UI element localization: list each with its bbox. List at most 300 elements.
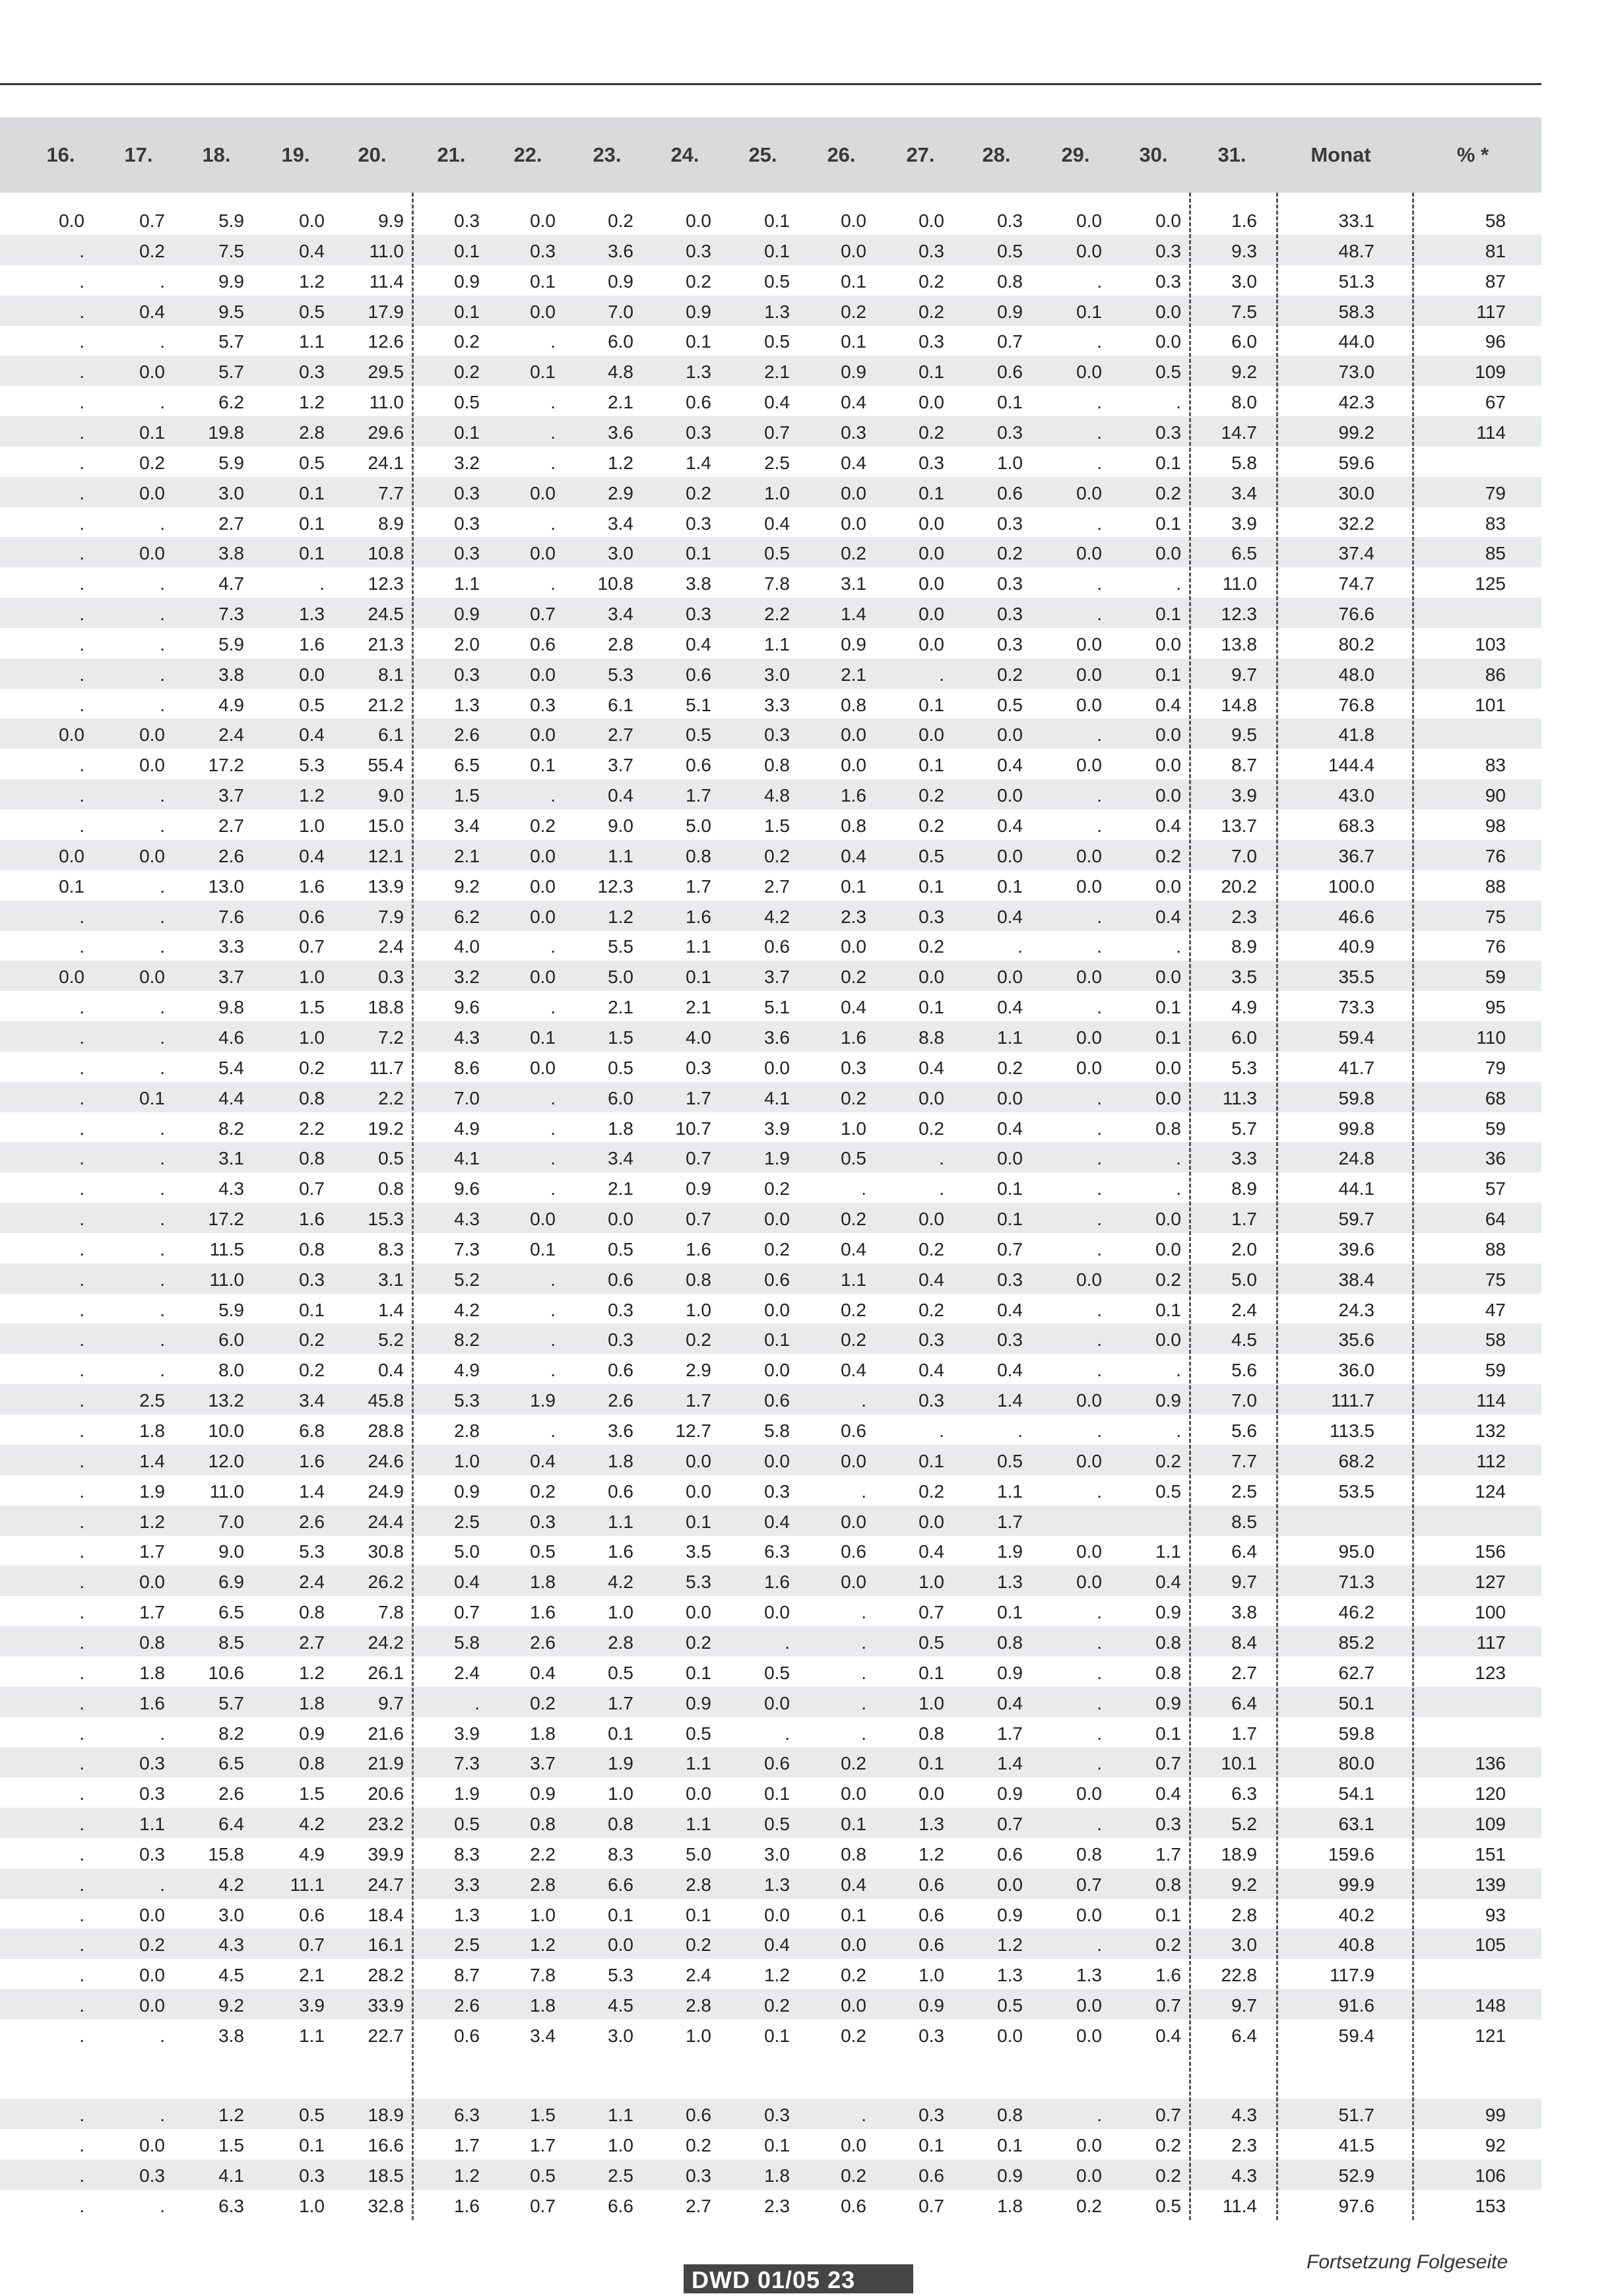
table-cell: 3.0 — [1231, 1934, 1257, 1956]
table-cell: 9.2 — [218, 1995, 244, 2016]
table-cell: 0.1 — [919, 876, 944, 897]
table-cell: 18.9 — [368, 2105, 404, 2125]
table-cell: 0.2 — [841, 2165, 866, 2186]
table-cell: 1.8 — [608, 1450, 633, 1471]
table-cell: . — [79, 604, 84, 625]
table-cell: 0.1 — [139, 1087, 165, 1108]
column-header: 21. — [437, 143, 466, 166]
table-cell: 12.7 — [675, 1420, 711, 1441]
page-number: 23 — [827, 2266, 856, 2293]
table-cell: 5.2 — [378, 1329, 404, 1351]
table-cell: 0.2 — [1155, 845, 1181, 866]
table-cell: . — [79, 815, 84, 836]
table-cell: 0.0 — [841, 724, 866, 746]
table-cell: 9.5 — [218, 301, 244, 322]
table-cell: 0.0 — [1155, 543, 1181, 564]
table-cell: 2.4 — [218, 724, 244, 746]
table-cell: 1.7 — [1155, 1843, 1181, 1865]
table-cell: 1.0 — [919, 1965, 944, 1986]
table-cell: . — [1097, 604, 1102, 625]
table-cell: 0.0 — [764, 1602, 790, 1623]
table-cell: 29.6 — [368, 422, 404, 443]
table-cell: . — [550, 785, 556, 806]
column-header: 17. — [124, 143, 153, 166]
table-cell: 1.1 — [139, 1814, 165, 1835]
table-row — [0, 2159, 1541, 2190]
table-cell: 0.1 — [299, 2135, 325, 2155]
table-cell: 13.7 — [1221, 815, 1257, 836]
table-cell: 6.4 — [1231, 1541, 1257, 1562]
table-cell: 2.8 — [530, 1874, 556, 1895]
table-cell: 0.9 — [530, 1783, 556, 1804]
table-cell: 7.8 — [530, 1965, 556, 1986]
table-cell: 0.1 — [299, 513, 325, 534]
table-cell: 136 — [1475, 1753, 1506, 1774]
table-cell: 0.3 — [686, 240, 711, 261]
table-cell: 0.0 — [139, 845, 165, 866]
table-cell: 0.6 — [919, 1904, 944, 1925]
table-cell: 8.7 — [1231, 755, 1257, 776]
table-cell: 1.2 — [454, 2165, 480, 2186]
table-cell: . — [160, 1329, 165, 1351]
table-cell: 0.0 — [764, 1904, 790, 1925]
table-cell: 113.5 — [1330, 1420, 1374, 1441]
table-cell: . — [79, 1965, 84, 1986]
table-cell: 2.6 — [299, 1511, 325, 1532]
table-cell: 111.7 — [1331, 1390, 1374, 1411]
table-cell: 45.8 — [368, 1390, 404, 1411]
table-cell: 7.3 — [218, 604, 244, 625]
table-cell: 6.5 — [1231, 543, 1257, 564]
table-cell: 73.0 — [1338, 362, 1374, 383]
table-cell: . — [1017, 1420, 1023, 1441]
table-cell: 0.6 — [454, 2025, 480, 2046]
table-cell: . — [160, 1209, 165, 1230]
table-cell: 0.7 — [299, 1178, 325, 1199]
table-cell: 6.3 — [764, 1541, 790, 1562]
table-cell: 9.0 — [218, 1541, 244, 1562]
table-cell: 8.9 — [378, 513, 404, 534]
table-cell: 3.8 — [218, 2025, 244, 2046]
table-cell: 3.6 — [608, 1420, 633, 1441]
table-cell: 0.0 — [686, 1602, 711, 1623]
table-cell: 1.6 — [764, 1572, 790, 1593]
table-cell: 1.0 — [299, 1027, 325, 1048]
table-cell: . — [1097, 392, 1102, 413]
table-cell: . — [1176, 1360, 1181, 1381]
table-row — [0, 416, 1541, 447]
table-cell: 0.7 — [686, 1148, 711, 1169]
table-cell: 1.2 — [218, 2105, 244, 2125]
table-cell: 1.0 — [299, 967, 325, 988]
column-header: 20. — [358, 143, 387, 166]
table-row — [0, 749, 1541, 779]
table-cell: 7.7 — [378, 482, 404, 503]
table-cell: . — [1097, 513, 1102, 534]
table-cell: . — [160, 1148, 165, 1169]
table-cell: 0.0 — [1076, 1450, 1102, 1471]
table-cell: 0.6 — [608, 1269, 633, 1290]
table-cell: 0.4 — [1155, 815, 1181, 836]
table-cell: 3.2 — [454, 452, 480, 473]
table-cell: 7.3 — [454, 1753, 480, 1774]
table-cell: 0.8 — [919, 1723, 944, 1744]
table-row — [0, 2190, 1541, 2220]
table-cell: 0.0 — [686, 1783, 711, 1804]
table-cell: 2.7 — [218, 815, 244, 836]
table-cell: 0.6 — [841, 2196, 866, 2216]
table-cell: 0.5 — [299, 694, 325, 715]
table-cell: 0.2 — [454, 331, 480, 352]
table-cell: 0.3 — [919, 906, 944, 927]
table-cell: 0.2 — [841, 1753, 866, 1774]
table-row — [0, 1929, 1541, 1959]
table-cell: 4.9 — [218, 694, 244, 715]
table-cell: . — [160, 1238, 165, 1260]
table-cell: 112 — [1476, 1450, 1506, 1471]
table-row — [0, 325, 1541, 356]
table-cell: 0.0 — [1076, 664, 1102, 685]
table-cell: 0.2 — [919, 1118, 944, 1139]
table-cell: 58.3 — [1338, 301, 1374, 322]
table-cell: 0.5 — [608, 1057, 633, 1078]
table-cell: 10.7 — [675, 1118, 711, 1139]
table-cell: 0.8 — [530, 1814, 556, 1835]
table-cell: 3.0 — [764, 1843, 790, 1865]
table-cell: 0.0 — [997, 724, 1023, 746]
table-cell: 4.9 — [454, 1360, 480, 1381]
table-cell: 6.3 — [218, 2196, 244, 2216]
table-cell: 0.0 — [764, 1209, 790, 1230]
table-cell: 2.6 — [608, 1390, 633, 1411]
table-cell: 2.2 — [299, 1118, 325, 1139]
table-cell: 0.8 — [299, 1238, 325, 1260]
table-cell: 0.4 — [997, 1118, 1023, 1139]
table-cell: . — [79, 482, 84, 503]
table-cell: 0.0 — [139, 362, 165, 383]
table-cell: . — [1097, 1814, 1102, 1835]
table-cell: 0.0 — [1076, 1390, 1102, 1411]
table-cell: 73.3 — [1338, 997, 1374, 1018]
table-cell: 2.9 — [686, 1360, 711, 1381]
table-cell: 0.0 — [1155, 1329, 1181, 1351]
table-cell: 0.0 — [139, 543, 165, 564]
table-cell: 5.9 — [218, 1299, 244, 1320]
table-cell: . — [79, 1148, 84, 1169]
table-cell: 0.1 — [454, 240, 480, 261]
table-cell: 54.1 — [1338, 1783, 1374, 1804]
table-cell: 0.0 — [299, 664, 325, 685]
table-cell: . — [1097, 1632, 1102, 1653]
table-cell: 0.9 — [1155, 1602, 1181, 1623]
table-cell: . — [79, 1420, 84, 1441]
table-cell: . — [1097, 936, 1102, 957]
table-row — [0, 628, 1541, 658]
table-cell: 0.4 — [764, 1934, 790, 1956]
table-cell: 0.3 — [764, 2105, 790, 2125]
table-cell: 21.9 — [368, 1753, 404, 1774]
table-cell: 0.4 — [919, 1269, 944, 1290]
table-cell: 2.5 — [764, 452, 790, 473]
table-cell: 4.4 — [218, 1087, 244, 1108]
table-cell: 2.8 — [608, 633, 633, 654]
table-cell: 36 — [1485, 1148, 1506, 1169]
table-cell: 22.8 — [1221, 1965, 1257, 1986]
table-cell: 1.4 — [686, 452, 711, 473]
table-cell: . — [861, 1662, 866, 1683]
table-cell: . — [79, 513, 84, 534]
table-cell: 2.7 — [1231, 1662, 1257, 1683]
table-cell: 0.3 — [454, 543, 480, 564]
table-cell: 0.2 — [841, 301, 866, 322]
table-cell: . — [1097, 1329, 1102, 1351]
table-cell: 1.7 — [686, 876, 711, 897]
table-cell: 1.0 — [686, 2025, 711, 2046]
table-cell: 2.8 — [608, 1632, 633, 1653]
table-cell: 7.8 — [378, 1602, 404, 1623]
table-cell: 8.7 — [454, 1965, 480, 1986]
table-cell: . — [1097, 1602, 1102, 1623]
table-cell: 11.3 — [1222, 1087, 1257, 1108]
table-cell: 62.7 — [1338, 1662, 1374, 1683]
table-cell: 10.1 — [1221, 1753, 1257, 1774]
table-cell: 0.6 — [764, 1390, 790, 1411]
table-cell: . — [79, 936, 84, 957]
table-cell: 24.7 — [368, 1874, 404, 1895]
table-cell: 9.6 — [454, 997, 480, 1018]
table-cell: 0.9 — [997, 1783, 1023, 1804]
table-cell: . — [160, 1057, 165, 1078]
table-cell: 0.5 — [686, 1723, 711, 1744]
table-cell: 0.5 — [299, 2105, 325, 2125]
column-header: 27. — [906, 143, 935, 166]
table-cell: 3.0 — [608, 2025, 633, 2046]
table-cell: 0.3 — [1155, 422, 1181, 443]
table-cell: 10.8 — [368, 543, 404, 564]
table-cell: 0.3 — [530, 694, 556, 715]
column-header: 28. — [982, 143, 1011, 166]
table-cell: 5.8 — [764, 1420, 790, 1441]
table-cell: 0.0 — [764, 1299, 790, 1320]
table-cell: 2.1 — [841, 664, 866, 685]
table-cell: . — [550, 573, 556, 594]
table-cell: 0.5 — [997, 1450, 1023, 1471]
table-cell: 0.9 — [997, 301, 1023, 322]
table-cell: 0.9 — [997, 1904, 1023, 1925]
table-cell: 2.5 — [139, 1390, 165, 1411]
table-cell: 0.0 — [59, 724, 84, 746]
table-cell: 0.5 — [1155, 2196, 1181, 2216]
table-cell: 0.0 — [1155, 876, 1181, 897]
table-cell: . — [1097, 452, 1102, 473]
table-cell: 0.5 — [299, 452, 325, 473]
table-cell: 0.3 — [1155, 271, 1181, 292]
table-cell: 0.3 — [686, 2165, 711, 2186]
table-cell: 0.2 — [608, 210, 633, 231]
table-cell: 36.0 — [1338, 1360, 1374, 1381]
table-cell: 1.1 — [686, 1753, 711, 1774]
table-cell: 28.8 — [368, 1420, 404, 1441]
table-cell: 0.1 — [1155, 664, 1181, 685]
table-cell: 114 — [1476, 422, 1506, 443]
table-cell: 5.0 — [608, 967, 633, 988]
table-cell: 0.5 — [378, 1148, 404, 1169]
table-cell: 0.1 — [530, 755, 556, 776]
table-cell: 148 — [1475, 1995, 1506, 2016]
table-cell: 0.2 — [764, 1995, 790, 2016]
table-cell: 0.0 — [139, 1995, 165, 2016]
table-cell: . — [79, 1450, 84, 1471]
table-cell: 0.6 — [686, 2105, 711, 2125]
table-cell: 0.7 — [1155, 2105, 1181, 2125]
table-cell: . — [550, 392, 556, 413]
table-cell: 5.3 — [686, 1572, 711, 1593]
table-cell: 0.1 — [919, 362, 944, 383]
table-cell: 11.0 — [209, 1269, 244, 1290]
table-cell: 0.5 — [454, 392, 480, 413]
table-cell: . — [79, 1087, 84, 1108]
table-cell: 2.3 — [764, 2196, 790, 2216]
table-cell: 0.0 — [1076, 482, 1102, 503]
table-cell: 0.2 — [919, 1481, 944, 1502]
table-cell: . — [550, 1299, 556, 1320]
table-cell: 0.1 — [764, 1329, 790, 1351]
table-cell — [1433, 1687, 1506, 1717]
table-cell: 0.0 — [997, 845, 1023, 866]
table-cell: 0.9 — [997, 2165, 1023, 2186]
table-cell: 59 — [1485, 967, 1506, 988]
table-cell: 0.6 — [764, 1269, 790, 1290]
table-cell: 0.8 — [841, 1843, 866, 1865]
table-cell: 11.4 — [369, 271, 404, 292]
table-cell: 0.9 — [1155, 1692, 1181, 1713]
table-cell: . — [79, 1299, 84, 1320]
table-cell: 4.3 — [454, 1027, 480, 1048]
table-cell: 0.0 — [841, 936, 866, 957]
table-cell: 1.0 — [454, 1450, 480, 1471]
table-cell: . — [1097, 1360, 1102, 1381]
table-cell: 1.1 — [1155, 1541, 1181, 1562]
table-cell: 20.2 — [1221, 876, 1257, 897]
table-cell: 0.1 — [530, 271, 556, 292]
table-cell: 2.1 — [454, 845, 480, 866]
table-cell — [1433, 1959, 1506, 1989]
table-cell: 1.6 — [1155, 1965, 1181, 1986]
table-cell: 0.0 — [1076, 2135, 1102, 2155]
table-cell: 0.7 — [1076, 1874, 1102, 1895]
table-cell: 0.7 — [530, 604, 556, 625]
table-cell: 1.3 — [686, 362, 711, 383]
table-cell: 0.2 — [764, 845, 790, 866]
table-cell: 71.3 — [1338, 1572, 1374, 1593]
table-cell: 0.4 — [841, 1874, 866, 1895]
table-cell: 3.9 — [454, 1723, 480, 1744]
table-cell: 1.2 — [299, 271, 325, 292]
table-cell: 59.8 — [1338, 1087, 1374, 1108]
table-cell: 68.2 — [1338, 1450, 1374, 1471]
table-cell: 5.0 — [1231, 1269, 1257, 1290]
table-cell: 0.0 — [530, 845, 556, 866]
table-cell: . — [79, 1057, 84, 1078]
table-cell: 0.5 — [1155, 1481, 1181, 1502]
table-cell: 5.3 — [454, 1390, 480, 1411]
table-cell: 0.2 — [1155, 2135, 1181, 2155]
table-cell: 0.4 — [919, 1541, 944, 1562]
table-cell: 0.3 — [139, 2165, 165, 2186]
table-cell: 2.4 — [378, 936, 404, 957]
table-cell: 1.3 — [454, 1904, 480, 1925]
table-cell: 3.9 — [764, 1118, 790, 1139]
table-cell: 19.8 — [208, 422, 244, 443]
table-cell: . — [1176, 936, 1181, 957]
table-cell: 0.4 — [841, 997, 866, 1018]
table-cell: 109 — [1475, 362, 1506, 383]
table-cell — [1433, 598, 1506, 628]
table-cell: 114 — [1476, 1390, 1506, 1411]
table-cell: 4.0 — [454, 936, 480, 957]
table-cell: 0.3 — [686, 604, 711, 625]
table-cell: 4.8 — [764, 785, 790, 806]
table-cell: 0.2 — [841, 1087, 866, 1108]
table-cell: . — [79, 543, 84, 564]
table-cell: 0.0 — [841, 482, 866, 503]
table-cell: 0.1 — [1155, 1299, 1181, 1320]
table-cell: . — [550, 331, 556, 352]
table-cell: . — [550, 1087, 556, 1108]
table-cell: 74.7 — [1338, 573, 1374, 594]
table-cell: 0.0 — [919, 967, 944, 988]
table-cell: 6.8 — [299, 1420, 325, 1441]
table-cell: 11.1 — [290, 1874, 325, 1895]
table-cell: 0.0 — [530, 664, 556, 685]
table-cell: 20.6 — [368, 1783, 404, 1804]
table-cell: . — [1176, 1148, 1181, 1169]
table-cell: 4.1 — [764, 1087, 790, 1108]
table-cell: . — [79, 1209, 84, 1230]
table-cell: . — [1097, 997, 1102, 1018]
table-cell: 1.3 — [997, 1572, 1023, 1593]
column-header: % * — [1456, 143, 1489, 166]
table-cell: 80.2 — [1338, 633, 1374, 654]
table-cell: 0.1 — [764, 2135, 790, 2155]
table-cell: 0.4 — [841, 392, 866, 413]
table-cell: 0.4 — [1155, 1572, 1181, 1593]
table-cell: . — [160, 331, 165, 352]
table-cell: 3.7 — [608, 755, 633, 776]
table-cell: . — [1097, 785, 1102, 806]
table-cell: 5.7 — [1231, 1118, 1257, 1139]
table-cell: 0.0 — [1155, 331, 1181, 352]
table-cell: 0.2 — [997, 1057, 1023, 1078]
table-cell: 0.0 — [139, 1965, 165, 1986]
table-cell: . — [79, 2105, 84, 2125]
table-cell: 9.7 — [1231, 1995, 1257, 2016]
table-cell: 0.4 — [997, 997, 1023, 1018]
table-cell: 0.1 — [530, 1238, 556, 1260]
table-cell: 0.0 — [1155, 1238, 1181, 1260]
table-cell: 0.0 — [1076, 2165, 1102, 2186]
table-cell: . — [785, 1632, 790, 1653]
table-row — [0, 1323, 1541, 1354]
table-cell: 1.8 — [139, 1420, 165, 1441]
table-cell: 0.6 — [608, 1360, 633, 1381]
table-cell: . — [474, 1692, 480, 1713]
table-cell: 18.4 — [368, 1904, 404, 1925]
table-cell: 17.2 — [208, 1209, 244, 1230]
table-cell: 5.8 — [454, 1632, 480, 1653]
table-cell: 0.2 — [919, 1238, 944, 1260]
table-cell: 39.6 — [1338, 1238, 1374, 1260]
